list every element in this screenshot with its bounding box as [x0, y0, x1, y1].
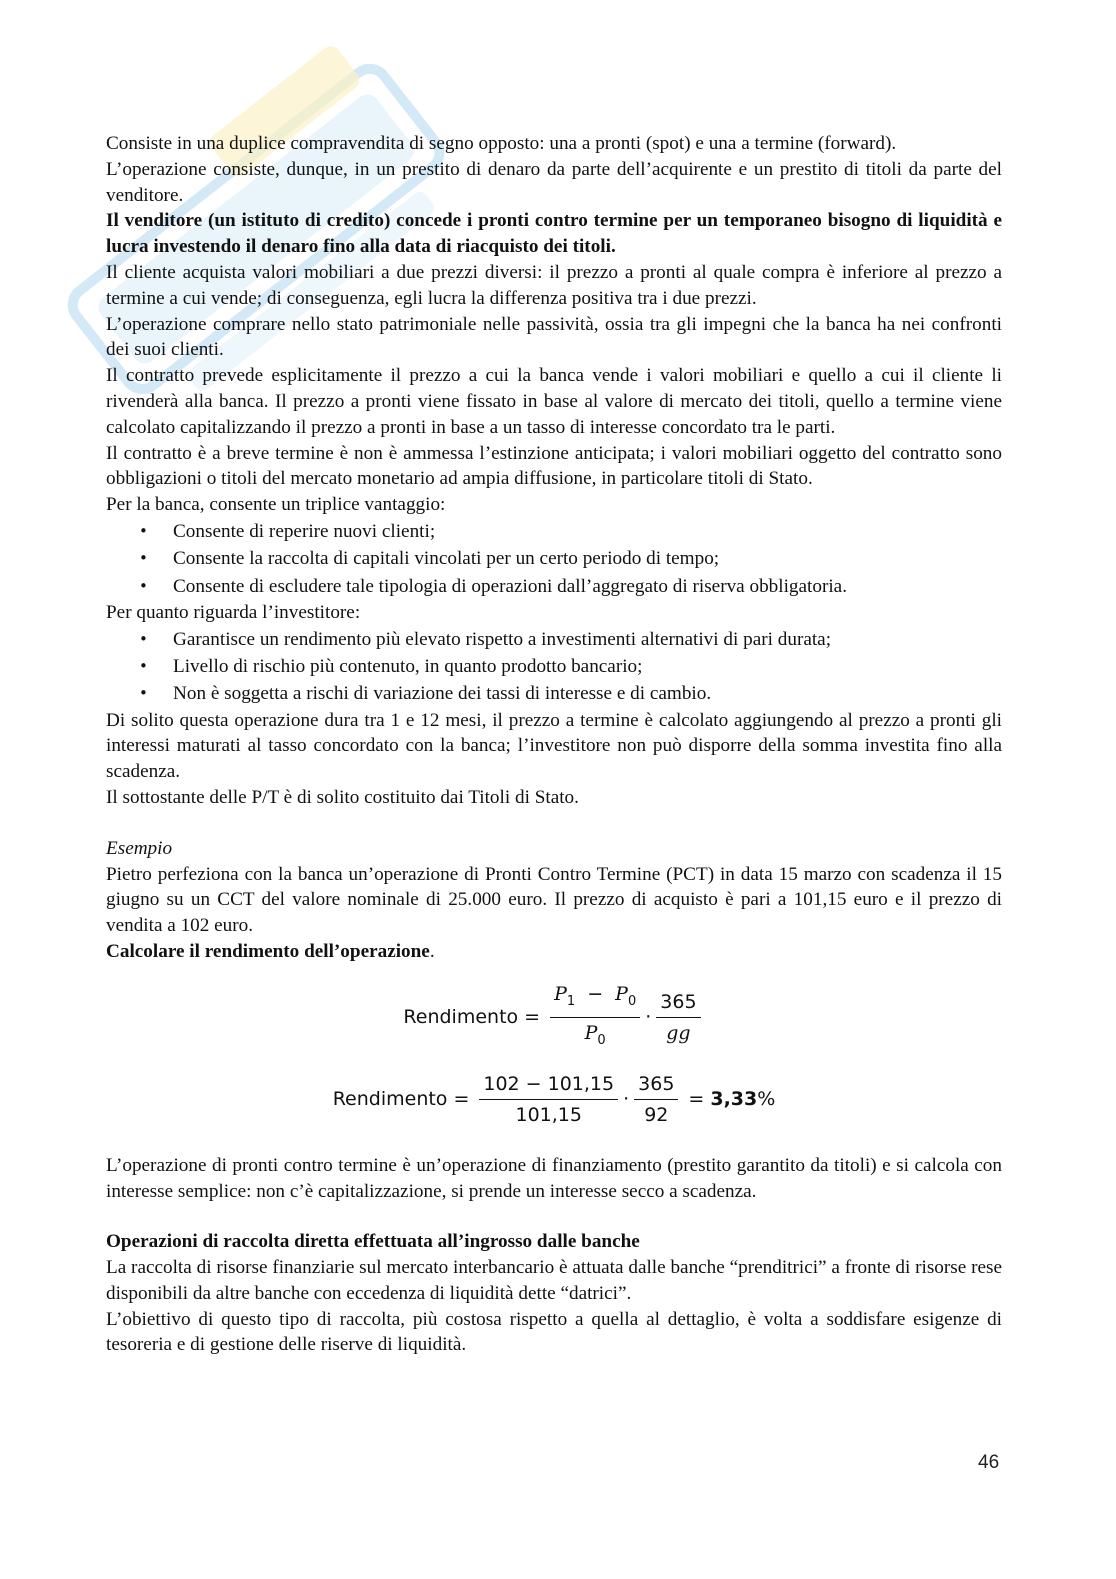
formula2-equals: = — [453, 1087, 470, 1110]
formula-lhs: Rendimento — [403, 1005, 519, 1028]
formula-dot: · — [645, 1005, 652, 1028]
formula-den-sub: 0 — [597, 1033, 606, 1049]
paragraph-loan: L’operazione consiste, dunque, in un prestito di denaro da parte dell’acquirente e un prestito di titoli da parte del venditore. — [106, 158, 1002, 206]
formula2-365: 365 — [634, 1072, 678, 1100]
formula2-fraction-days — [634, 1072, 678, 1127]
formula2-equals-result: = — [688, 1087, 705, 1110]
section-heading: Operazioni di raccolta diretta effettuata all’ingrosso dalle banche — [106, 1231, 640, 1253]
formula-rendimento-numeric — [106, 1069, 1002, 1131]
formula2-lhs: Rendimento — [332, 1087, 448, 1110]
paragraph-contract: Il contratto prevede esplicitamente il prezzo a cui la banca vende i valori mobiliari e quello a cui il cliente li rivenderà alla banca. Il prezzo a pronti viene fissato in base al valore di mercato dei titoli, quello a termine viene calcolato capitalizzando il prezzo a pronti in base a un tasso di interesse concordato tra le parti. — [106, 365, 1002, 438]
formula2-percent: % — [757, 1087, 776, 1110]
formula2-num: 102 − 101,15 — [479, 1072, 618, 1100]
list-item: • Garantisce un rendimento più elevato rispetto a investimenti alternativi di pari durata; — [106, 626, 1002, 653]
example-text: Pietro perfeziona con la banca un’operazione di Pronti Contro Termine (PCT) in data 15 marzo con scadenza il 15 giugno su un CCT del valore nominale di 25.000 euro. Il prezzo di acquisto è pari a 101,15 euro e il prezzo di vendita a 102 euro. — [106, 863, 1002, 937]
formula-p1-sub: 1 — [566, 994, 576, 1010]
formula2-den: 101,15 — [515, 1104, 582, 1127]
formula2-92: 92 — [644, 1104, 669, 1127]
bank-advantages-list — [106, 518, 1002, 600]
paragraph-bank-advantages-intro: Per la banca, consente un triplice vantaggio: — [106, 494, 446, 516]
paragraph-after-example: L’operazione di pronti contro termine è un’operazione di finanziamento (prestito garantito da titoli) e si calcola con interesse semplice: non c’è capitalizzazione, si prende un interesse secco a scadenza. — [106, 1154, 1002, 1202]
example-task — [106, 939, 1002, 965]
example-task-bold: Calcolare il rendimento dell’operazione — [106, 940, 430, 962]
list-item: • Livello di rischio più contenuto, in quanto prodotto bancario; — [106, 653, 1002, 680]
formula-minus: − — [587, 983, 604, 1006]
example-heading: Esempio — [106, 837, 173, 859]
formula2-fraction-prices — [479, 1072, 618, 1127]
list-item: • Non è soggetta a rischi di variazione dei tassi di interesse e di cambio. — [106, 680, 1002, 707]
formula-den-p: P — [584, 1022, 598, 1045]
paragraph-definition: Consiste in una duplice compravendita di segno opposto: una a pronti (spot) e una a termine (forward). — [106, 133, 897, 154]
formula-p0: P — [615, 983, 628, 1006]
formula-equals: = — [524, 1005, 541, 1028]
paragraph-investor-intro: Per quanto riguarda l’investitore: — [106, 601, 361, 623]
paragraph-underlying: Il sottostante delle P/T è di solito costituito dai Titoli di Stato. — [106, 786, 579, 808]
formula-fraction-days — [656, 990, 700, 1045]
formula-365: 365 — [656, 990, 700, 1018]
page-number: 46 — [978, 1452, 1000, 1473]
list-item: • Consente di escludere tale tipologia di operazioni dall’aggregato di riserva obbligatoria. — [106, 573, 1002, 600]
formula2-dot: · — [623, 1087, 630, 1110]
section-paragraph-objective: L’obiettivo di questo tipo di raccolta, più costosa rispetto a quella al dettaglio, è volta a soddisfare esigenze di tesoreria e di gestione delle riserve di liquidità. — [106, 1308, 1002, 1356]
paragraph-duration: Di solito questa operazione dura tra 1 e 12 mesi, il prezzo a termine è calcolato aggiungendo al prezzo a pronti gli interessi maturati al tasso concordato con la banca; l’investitore non può disporre della somma investita fino alla scadenza. — [106, 709, 1002, 783]
paragraph-seller-bold: Il venditore (un istituto di credito) concede i pronti contro termine per un temporaneo bisogno di liquidità e lucra investendo il denaro fino alla data di riacquisto dei titoli. — [106, 210, 1002, 258]
formula-p0-sub: 0 — [627, 994, 637, 1010]
formula2-result: 3,33 — [710, 1087, 758, 1110]
paragraph-short-term: Il contratto è a breve termine è non è ammessa l’estinzione anticipata; i valori mobiliari oggetto del contratto sono obbligazioni o titoli del mercato monetario ad ampia diffusione, in particolare titoli di Stato. — [106, 442, 1002, 490]
formula-fraction-prices — [550, 982, 640, 1053]
example-task-end: . — [429, 940, 435, 962]
section-paragraph-interbank: La raccolta di risorse finanziarie sul mercato interbancario è attuata dalle banche “prenditrici” a fronte di risorse rese disponibili da altre banche con eccedenza di liquidità dette “datrici”. — [106, 1257, 1002, 1304]
formula-rendimento-general — [106, 983, 1002, 1049]
paragraph-balance-sheet: L’operazione comprare nello stato patrimoniale nelle passività, ossia tra gli impegni che la banca ha nei confronti dei suoi clienti. — [106, 313, 1002, 361]
document-body — [106, 131, 1002, 1358]
list-item: • Consente la raccolta di capitali vincolati per un certo periodo di tempo; — [106, 545, 1002, 572]
formula-p1: P — [554, 983, 567, 1006]
list-item: • Consente di reperire nuovi clienti; — [106, 518, 1002, 545]
investor-points-list — [106, 626, 1002, 708]
formula-gg: gg — [666, 1022, 691, 1045]
paragraph-client: Il cliente acquista valori mobiliari a due prezzi diversi: il prezzo a pronti al quale compra è inferiore al prezzo a termine a cui vende; di conseguenza, egli lucra la differenza positiva tra i due prezzi. — [106, 261, 1002, 309]
